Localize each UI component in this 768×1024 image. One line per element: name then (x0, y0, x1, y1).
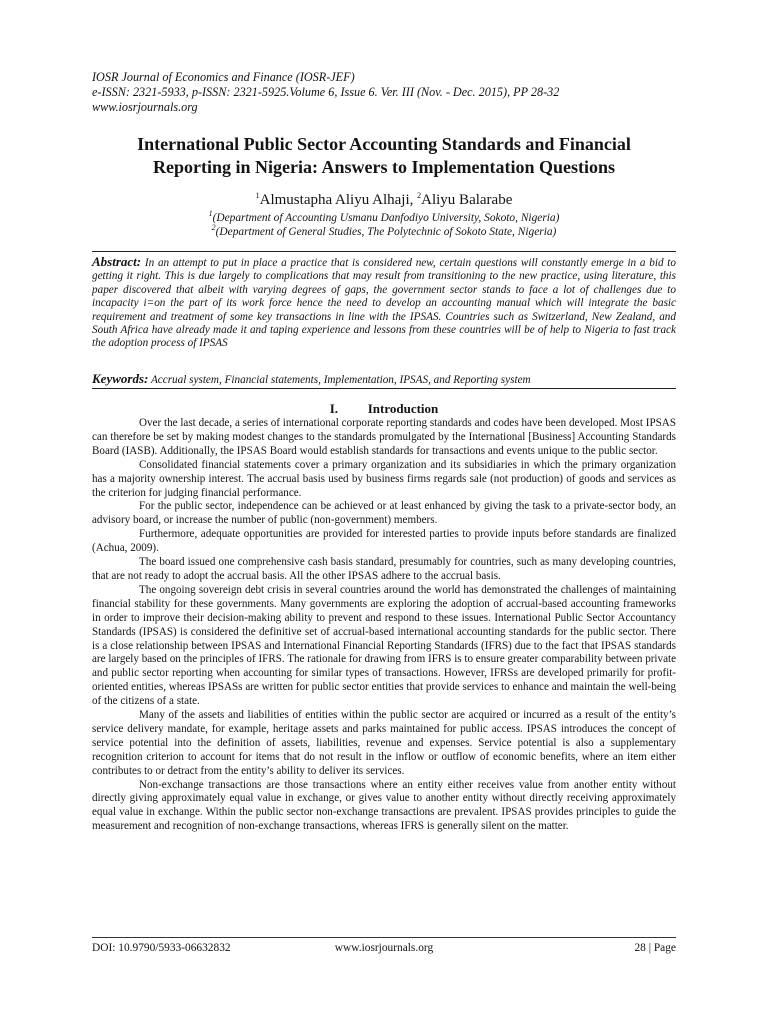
paragraph: Over the last decade, a series of international corporate reporting standards and codes have been developed. Most IPSAS can therefore be set by making modest changes to the standards promulgated by the International [Business] Accounting Standards Board (IASB). Additionally, the IPSAS Board would establish standards for transactions and events unique to the public sector. (92, 417, 676, 457)
body-text (92, 417, 676, 834)
abstract (92, 255, 676, 351)
abstract-label: Abstract: (92, 254, 142, 269)
footer-doi: DOI: 10.9790/5933-06632832 (92, 942, 231, 954)
section-number: I. (329, 401, 339, 416)
affiliation-1-marker: 1 (208, 209, 213, 219)
paper-title (92, 133, 676, 179)
abstract-top-rule (92, 251, 676, 252)
abstract-text: In an attempt to put in place a practice that is considered new, certain questions will constantly emerge in a bid to getting it right. This is due largely to complications that may result from transitioning to the new practice, using literature, this paper discovered that albeit with varying degrees of gaps, the government sector stands to face a lot of challenges due to incapacity i=on the part of its work force hence the need to develop an accounting manual which will integrate the basic requirement and treatment of some key transactions in line with the IPSAS. Countries such as Switzerland, New Zealand, and South Africa have already made it and taping experience and lessons from these countries will be of help to Nigeria to fast track the adoption process of IPSAS (92, 257, 676, 350)
paper-page (92, 0, 676, 1024)
affiliation-2 (92, 222, 676, 240)
journal-header (92, 70, 676, 115)
section-heading (92, 401, 676, 416)
author-1: Almustapha Aliyu Alhaji, (259, 192, 418, 208)
paragraph: Many of the assets and liabilities of entities within the public sector are acquired or incurred as a result of the entity’s service delivery mandate, for example, heritage assets and parks maintained for public access. IPSAS introduces the concept of service potential into the definition of assets, liabilities, revenue and expenses. Service potential is also a supplementary recognition criterion to account for items that do not result in the inflow or outflow of economic benefits, where an item either contributes to or detract from the entity’s ability to deliver its services. (92, 709, 676, 777)
author-2: Aliyu Balarabe (421, 192, 513, 208)
paragraph: Consolidated financial statements cover a primary organization and its subsidiaries in which the primary organization has a majority ownership interest. The accrual basis used by business firms regards sale (not production) of goods and services as the criterion for judging financial performance. (92, 458, 676, 499)
paragraph: The board issued one comprehensive cash basis standard, presumably for countries, such as many developing countries, that are not ready to adopt the accrual basis. All the other IPSAS adhere to the accrual basis. (92, 556, 676, 582)
abstract-bottom-rule (92, 388, 676, 389)
paragraph: For the public sector, independence can be achieved or at least enhanced by giving the task to a private-sector body, an advisory board, or increase the number of public (non-government) members. (92, 500, 676, 527)
title-line-1: International Public Sector Accounting Standards and Financial (137, 134, 631, 154)
section-title: Introduction (367, 401, 439, 416)
keywords-label: Keywords: (92, 371, 149, 386)
journal-issn: e-ISSN: 2321-5933, p-ISSN: 2321-5925.Volume 6, Issue 6. Ver. III (Nov. - Dec. 2015), PP 28-32 (92, 85, 560, 99)
journal-name: IOSR Journal of Economics and Finance (IOSR-JEF) (92, 70, 355, 84)
affiliation-2-text: (Department of General Studies, The Polytechnic of Sokoto State, Nigeria) (215, 225, 557, 238)
affiliation-1 (92, 209, 676, 226)
footer-site: www.iosrjournals.org (334, 942, 434, 954)
author-1-marker: 1 (255, 191, 260, 200)
keywords (92, 372, 676, 387)
paragraph: Non-exchange transactions are those transactions where an entity either receives value from another entity without directly giving approximately equal value in exchange, or gives value to another entity without directly receiving approximately equal value in exchange. Within the public sector non-exchange transactions are prevalent. IPSAS provides principles to guide the measurement and recognition of non-exchange transactions, whereas IFRS is generally silent on the matter. (92, 778, 676, 833)
journal-site: www.iosrjournals.org (92, 100, 198, 114)
affiliation-2-marker: 2 (211, 222, 216, 232)
paragraph: The ongoing sovereign debt crisis in several countries around the world has demonstrated the challenges of maintaining financial stability for these governments. Many governments are exploring the adoption of accrual-based accounting frameworks in order to improve their decision-making ability to prevent and respond to these issues. International Public Sector Accountancy Standards (IPSAS) is considered the definitive set of accrual-based international accounting standards for the public sector. There is a close relationship between IPSAS and International Financial Reporting Standards (IFRS) due to the fact that IPSAS standards are largely based on the principles of IFRS. The rationale for drawing from IFRS is to ensure greater comparability between private and public sector reporting when accounting for similar types of transactions. However, IFRSs are developed primarily for profit-oriented entities, whereas IPSASs are written for public sector entities that provide services to enhance and maintain the well-being of the citizens of a state. (92, 583, 676, 708)
footer-rule (92, 937, 676, 938)
title-line-2: Reporting in Nigeria: Answers to Implementation Questions (153, 157, 615, 177)
keywords-text: Accrual system, Financial statements, Implementation, IPSAS, and Reporting system (148, 374, 531, 386)
author-list (92, 191, 676, 209)
footer-page-number: 28 | Page (634, 942, 676, 954)
affiliation-1-text: (Department of Accounting Usmanu Danfodiyo University, Sokoto, Nigeria) (212, 212, 560, 224)
affiliations (92, 209, 676, 239)
paragraph: Furthermore, adequate opportunities are provided for interested parties to provide inputs before standards are finalized (Achua, 2009). (92, 528, 676, 555)
author-2-marker: 2 (417, 191, 422, 200)
